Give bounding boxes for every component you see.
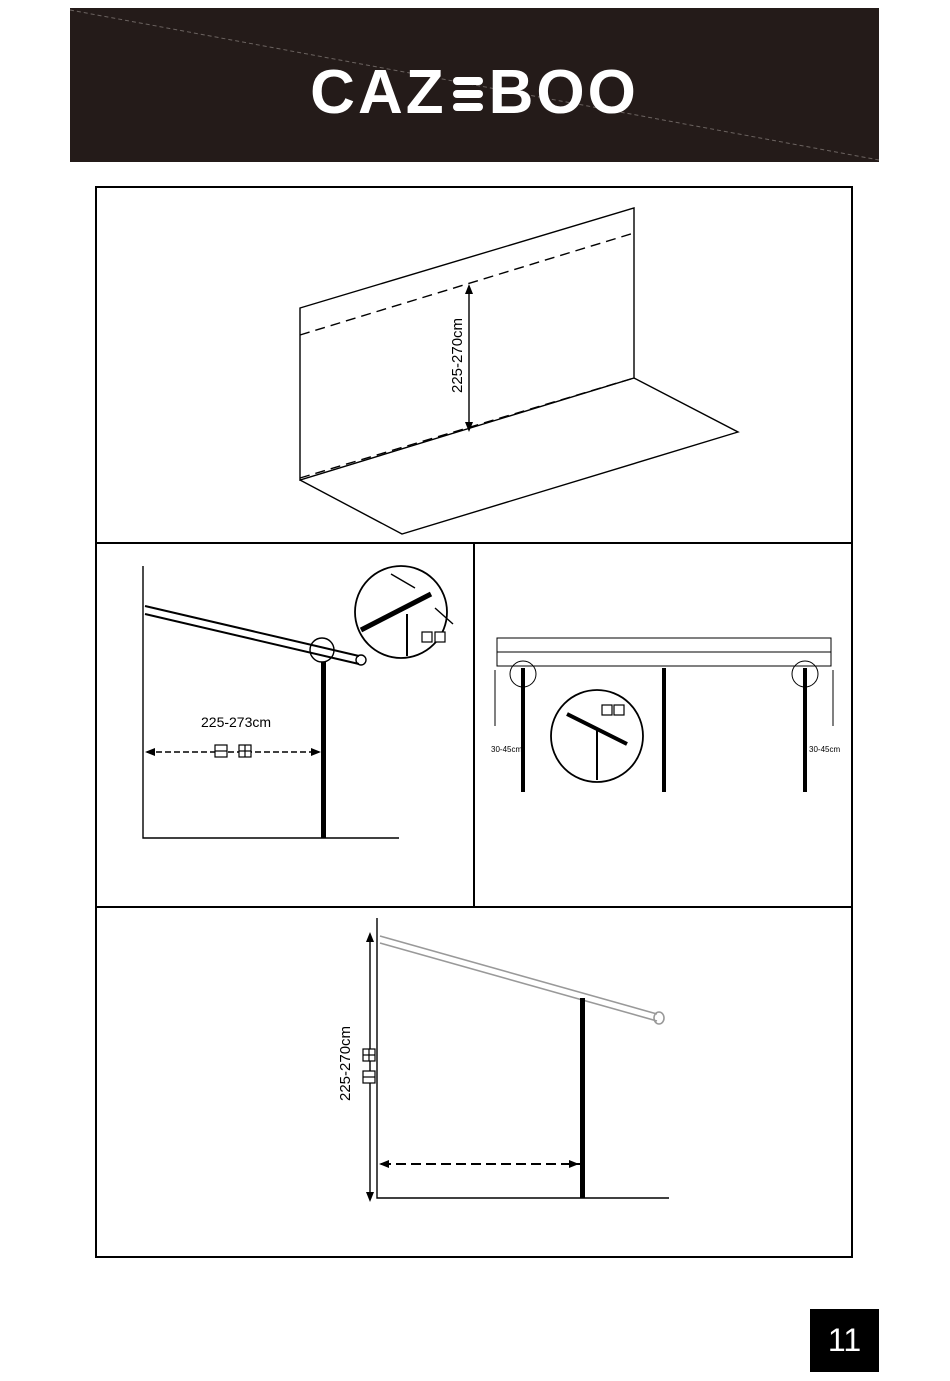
final-height-label: 225-270cm (337, 1025, 354, 1101)
left-post (521, 668, 525, 792)
logo-bars-icon (453, 71, 483, 117)
panel-front-view (475, 544, 851, 908)
panel-final-height (97, 908, 851, 1256)
post (321, 662, 326, 838)
logo-text-left: CAZ (310, 58, 447, 127)
arrow-up-icon (366, 932, 374, 942)
logo-text-right: BOO (488, 58, 639, 127)
right-post (803, 668, 807, 792)
roof-beam-bottom-gray (380, 943, 657, 1021)
final-height-diagram (97, 908, 851, 1256)
detail-square-icon (435, 632, 445, 642)
post-distance-label: 225-273cm (201, 714, 272, 730)
detail-beam (361, 594, 431, 630)
roof-beam-top-gray (380, 936, 657, 1014)
right-offset-label: 30-45cm (809, 745, 841, 754)
front-view-diagram (475, 544, 851, 906)
arrow-left-icon (145, 748, 155, 756)
front-level-icon (602, 705, 612, 715)
roof-beam-top (145, 606, 359, 656)
detail-arrow-line-1 (391, 574, 415, 588)
panel-wall-height (97, 188, 851, 544)
brand-logo (70, 58, 879, 128)
left-offset-label: 30-45cm (491, 745, 523, 754)
arrow-left-icon (379, 1160, 389, 1168)
beam-end-cap (356, 655, 366, 665)
wall-floor-outline (143, 566, 399, 838)
lower-mark-line (300, 378, 634, 478)
detail-arrow-line-2 (435, 608, 453, 624)
wall-height-label: 225-270cm (449, 317, 466, 393)
arrow-down-icon (366, 1192, 374, 1202)
arrow-right-icon (569, 1160, 579, 1168)
arrow-right-icon (311, 748, 321, 756)
panel-post-distance (97, 544, 475, 908)
wall-floor-outline (377, 918, 669, 1198)
post-distance-diagram (97, 544, 473, 906)
center-post (662, 668, 666, 792)
instruction-frame (95, 186, 853, 1258)
wall-height-diagram (97, 188, 851, 544)
front-square-icon (614, 705, 624, 715)
detail-level-icon (422, 632, 432, 642)
arrow-up-icon (465, 284, 473, 294)
upper-mark-line (300, 233, 634, 335)
post (580, 998, 585, 1198)
page-number: 11 (810, 1309, 879, 1372)
beam-end-cap-gray (654, 1012, 664, 1024)
floor-outline (300, 378, 738, 534)
brand-header (70, 8, 879, 162)
